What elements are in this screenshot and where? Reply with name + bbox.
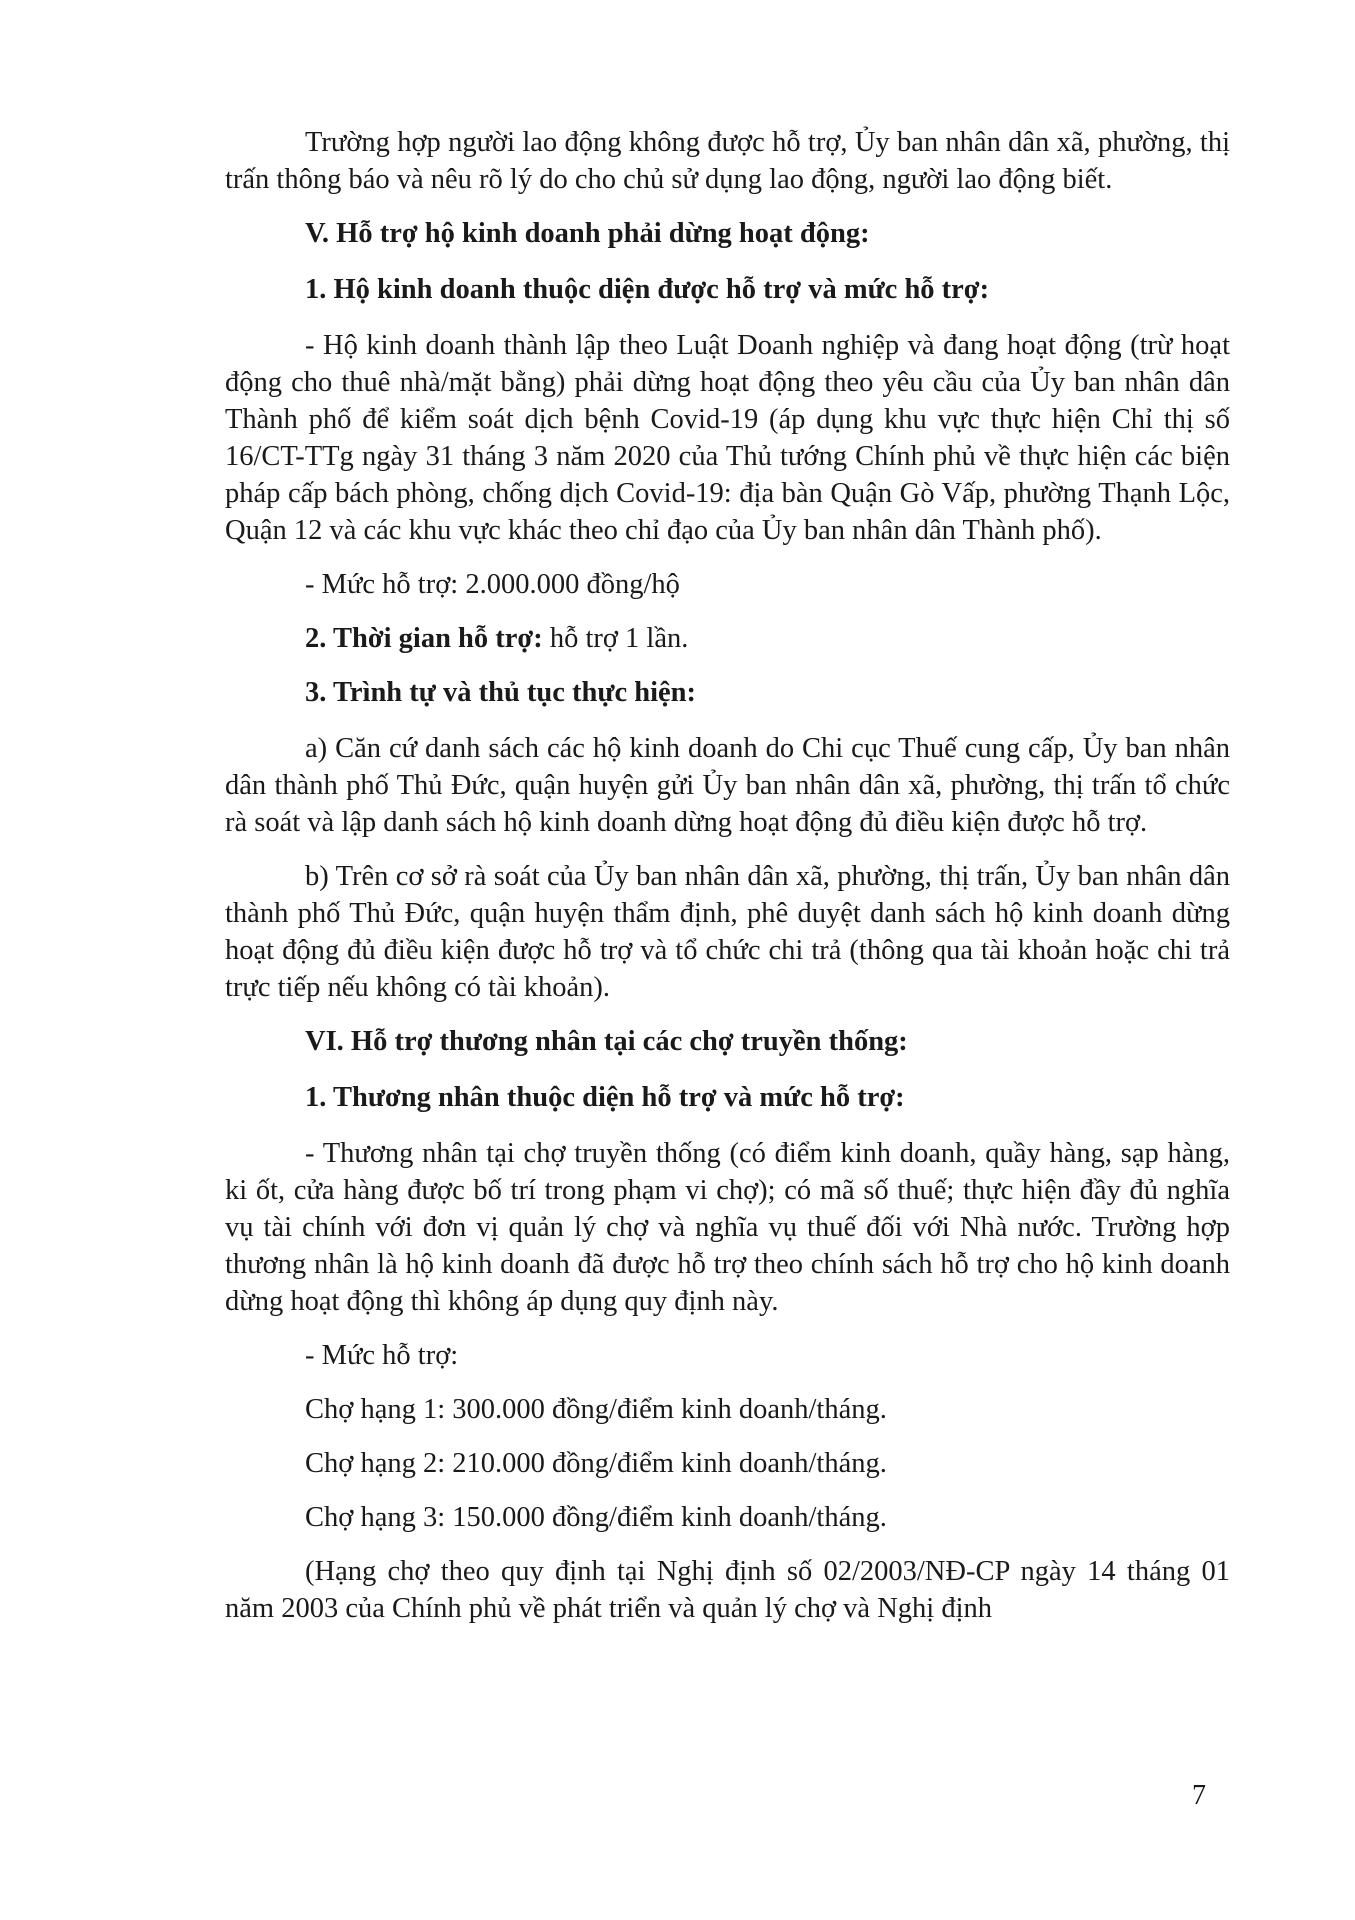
page-number: 7 xyxy=(1192,1780,1206,1811)
document-body xyxy=(225,124,1230,1627)
paragraph-market-class-reference: (Hạng chợ theo quy định tại Nghị định số 02/2003/NĐ-CP ngày 14 tháng 01 năm 2003 của Chính phủ về phát triển và quản lý chợ và Nghị định xyxy=(225,1556,1230,1624)
support-duration-value: hỗ trợ 1 lần. xyxy=(542,623,689,654)
paragraph-support-duration xyxy=(225,620,1230,657)
support-duration-label: 2. Thời gian hỗ trợ: xyxy=(305,623,543,654)
paragraph-trader-eligibility: - Thương nhân tại chợ truyền thống (có điểm kinh doanh, quầy hàng, sạp hàng, ki ốt, cửa hàng được bố trí trong phạm vi chợ); có mã số thuế; thực hiện đầy đủ nghĩa vụ tài chính với đơn vị quản lý chợ và nghĩa vụ thuế đối với Nhà nước. Trường hợp thương nhân là hộ kinh doanh đã được hỗ trợ theo chính sách hỗ trợ cho hộ kinh doanh dừng hoạt động thì không áp dụng quy định này. xyxy=(225,1138,1230,1317)
paragraph-support-level-label: - Mức hỗ trợ: xyxy=(305,1340,459,1371)
paragraph-notify-worker: Trường hợp người lao động không được hỗ trợ, Ủy ban nhân dân xã, phường, thị trấn thông báo và nêu rõ lý do cho chủ sử dụng lao động, người lao động biết. xyxy=(225,127,1230,195)
heading-section-v: V. Hỗ trợ hộ kinh doanh phải dừng hoạt động: xyxy=(305,218,870,249)
paragraph-support-amount-household: - Mức hỗ trợ: 2.000.000 đồng/hộ xyxy=(305,569,680,600)
paragraph-procedure-b: b) Trên cơ sở rà soát của Ủy ban nhân dân xã, phường, thị trấn, Ủy ban nhân dân thành phố Thủ Đức, quận huyện thẩm định, phê duyệt danh sách hộ kinh doanh dừng hoạt động đủ điều kiện được hỗ trợ và tổ chức chi trả (thông qua tài khoản hoặc chi trả trực tiếp nếu không có tài khoản). xyxy=(225,861,1230,1003)
paragraph-market-class-3: Chợ hạng 3: 150.000 đồng/điểm kinh doanh/tháng. xyxy=(305,1502,887,1533)
heading-v-1: 1. Hộ kinh doanh thuộc diện được hỗ trợ và mức hỗ trợ: xyxy=(305,274,990,305)
paragraph-business-household-eligibility: - Hộ kinh doanh thành lập theo Luật Doanh nghiệp và đang hoạt động (trừ hoạt động cho thuê nhà/mặt bằng) phải dừng hoạt động theo yêu cầu của Ủy ban nhân dân Thành phố để kiểm soát dịch bệnh Covid-19 (áp dụng khu vực thực hiện Chỉ thị số 16/CT-TTg ngày 31 tháng 3 năm 2020 của Thủ tướng Chính phủ về thực hiện các biện pháp cấp bách phòng, chống dịch Covid-19: địa bàn Quận Gò Vấp, phường Thạnh Lộc, Quận 12 và các khu vực khác theo chỉ đạo của Ủy ban nhân dân Thành phố). xyxy=(225,330,1230,546)
heading-section-vi: VI. Hỗ trợ thương nhân tại các chợ truyền thống: xyxy=(305,1026,908,1057)
paragraph-procedure-a: a) Căn cứ danh sách các hộ kinh doanh do Chi cục Thuế cung cấp, Ủy ban nhân dân thành phố Thủ Đức, quận huyện gửi Ủy ban nhân dân xã, phường, thị trấn tổ chức rà soát và lập danh sách hộ kinh doanh dừng hoạt động đủ điều kiện được hỗ trợ. xyxy=(225,733,1230,838)
heading-v-3: 3. Trình tự và thủ tục thực hiện: xyxy=(305,677,697,708)
paragraph-market-class-1: Chợ hạng 1: 300.000 đồng/điểm kinh doanh/tháng. xyxy=(305,1394,887,1425)
heading-vi-1: 1. Thương nhân thuộc diện hỗ trợ và mức hỗ trợ: xyxy=(305,1082,905,1113)
paragraph-market-class-2: Chợ hạng 2: 210.000 đồng/điểm kinh doanh/tháng. xyxy=(305,1448,887,1479)
